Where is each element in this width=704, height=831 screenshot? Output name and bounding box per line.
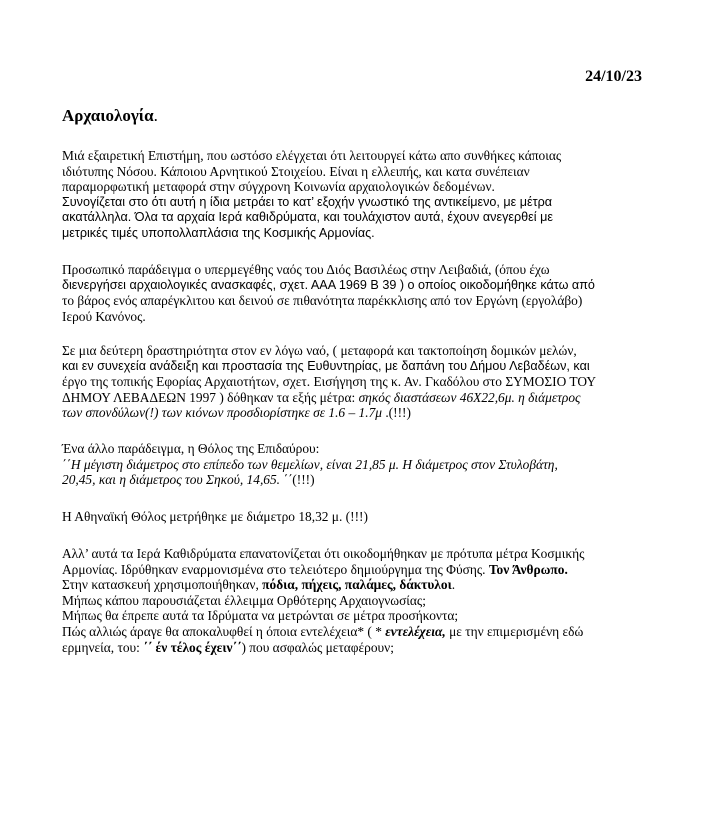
paragraph-line: ακατάλληλα. Όλα τα αρχαία Ιερά καθιδρύματα, και τουλάχιστον αυτά, έχουν ανεγερθεί με bbox=[62, 210, 553, 225]
paragraph-line bbox=[62, 405, 662, 421]
paragraph-line: Σε μια δεύτερη δραστηριότητα στον εν λόγω ναό, ( μεταφορά και τακτοποίηση δομικών μελών, bbox=[62, 343, 577, 358]
paragraph-line: ΄΄Η μέγιστη διάμετρος στο επίπεδο των θεμελίων, είναι 21,85 μ. Η διάμετρος στον Στυλοβάτη, bbox=[62, 456, 558, 472]
text-run: Αρμονίας. Ιδρύθηκαν εναρμονισμένα στο τελειότερο δημιούργημα της Φύσης. bbox=[62, 561, 489, 577]
paragraph-2 bbox=[62, 262, 662, 324]
text-run: .(!!!) bbox=[381, 405, 411, 421]
text-run-italic: 20,45, και η διάμετρος του Σηκού, 14,65. ΄΄ bbox=[62, 472, 293, 488]
paragraph-line: Αλλ’ αυτά τα Ιερά Καθιδρύματα επανατονίζεται ότι οικοδομήθηκαν με πρότυπα μέτρα Κοσμικής bbox=[62, 546, 585, 561]
paragraph-line: Προσωπικό παράδειγμα ο υπερμεγέθης ναός του Διός Βασιλέως στην Λειβαδιά, (όπου έχω bbox=[62, 262, 550, 277]
paragraph-line: Μιά εξαιρετική Επιστήμη, που ωστόσο ελέγχεται ότι λειτουργεί κάτω απο συνθήκες κάποιας bbox=[62, 148, 562, 163]
paragraph-3 bbox=[62, 343, 662, 421]
paragraph-5 bbox=[62, 509, 662, 525]
paragraph-line: Μήπως κάπου παρουσιάζεται έλλειμμα Ορθότερης Αρχαιογνωσίας; bbox=[62, 592, 426, 608]
paragraph-line: Η Αθηναϊκή Θόλος μετρήθηκε με διάμετρο 18,32 μ. (!!!) bbox=[62, 509, 368, 524]
paragraph-line bbox=[62, 640, 662, 656]
paragraph-line: το βάρος ενός απαρέγκλιτου και δεινού σε πιθανότητα παρέκκλισης από τον Εργώνη (εργολάβο) bbox=[62, 293, 583, 309]
text-run: ) που ασφαλώς μεταφέρουν; bbox=[241, 639, 394, 655]
paragraph-line bbox=[62, 562, 662, 578]
paragraph-line: έργο της τοπικής Εφορίας Αρχαιοτήτων, σχετ. Εισήγηση της κ. Αν. Γκαδόλου στο ΣΥΜΟΣΙΟ ΤΟΥ bbox=[62, 374, 596, 390]
text-run: Πώς αλλιώς άραγε θα αποκαλυφθεί η όποια εντελέχεια* ( * bbox=[62, 623, 386, 639]
title-text: Αρχαιολογία bbox=[62, 106, 154, 125]
text-run: (!!!) bbox=[292, 472, 315, 488]
paragraph-line: Μήπως θα έπρεπε αυτά τα Ιδρύματα να μετρώνται σε μέτρα προσήκοντα; bbox=[62, 608, 459, 624]
paragraph-line: παραμορφωτική μεταφορά στην σύγχρονη Κοινωνία αρχαιολογικών δεδομένων. bbox=[62, 179, 495, 195]
text-run: ερμηνεία, του: bbox=[62, 639, 144, 655]
paragraph-line: και εν συνεχεία ανάδειξη και προστασία της Ευθυντηρίας, με δαπάνη του Δήμου Λεβαδέων, και bbox=[62, 358, 590, 373]
paragraph-line: διενεργήσει αρχαιολογικές ανασκαφές, σχετ. ΑΑΑ 1969 Β 39 ) ο οποίος οικοδομήθηκε κάτω από bbox=[62, 277, 595, 292]
paragraph-line bbox=[62, 472, 662, 488]
paragraph-line: Ιερού Κανόνος. bbox=[62, 308, 146, 324]
paragraph-1 bbox=[62, 148, 662, 242]
paragraph-line bbox=[62, 390, 662, 406]
document-title bbox=[62, 106, 158, 126]
paragraph-6 bbox=[62, 546, 662, 655]
paragraph-line: Συνογίζεται στο ότι αυτή η ίδια μετράει το κατ’ εξοχήν γνωστικό της αντικείμενο, με μέτρα bbox=[62, 194, 553, 209]
paragraph-4 bbox=[62, 441, 662, 488]
text-run-italic: των σπονδύλων(!) των κιόνων προσδιορίστηκε σε 1.6 – 1.7μ bbox=[62, 405, 382, 421]
paragraph-line: ιδιότυπης Νόσου. Κάποιου Αρνητικού Στοιχείου. Είναι η ελλειπής, και κατα συνέπειαν bbox=[62, 163, 530, 179]
paragraph-line: μετρικές τιμές υποπολλαπλάσια της Κοσμικής Αρμονίας. bbox=[62, 225, 375, 240]
text-run: ΔΗΜΟΥ ΛΕΒΑΔΕΩΝ 1997 ) δόθηκαν τα εξής μέτρα: bbox=[62, 389, 359, 405]
text-run: με την επιμερισμένη εδώ bbox=[445, 623, 584, 639]
text-run-bold: ΄΄ έν τέλος έχειν΄΄ bbox=[143, 639, 242, 655]
paragraph-line bbox=[62, 577, 662, 593]
text-run-bold: Τον Άνθρωπο. bbox=[488, 561, 568, 577]
text-run: Στην κατασκευή χρησιμοποιήθηκαν, bbox=[62, 577, 263, 593]
paragraph-line bbox=[62, 624, 662, 640]
paragraph-line: Ένα άλλο παράδειγμα, η Θόλος της Επιδαύρου: bbox=[62, 441, 320, 456]
text-run-bold-italic: εντελέχεια, bbox=[385, 623, 446, 639]
text-run-bold: πόδια, πήχεις, παλάμες, δάκτυλοι bbox=[262, 577, 452, 593]
text-run: . bbox=[451, 577, 456, 593]
document-date: 24/10/23 bbox=[585, 68, 642, 85]
title-period: . bbox=[153, 106, 158, 125]
text-run-italic: σηκός διαστάσεων 46Χ22,6μ. η διάμετρος bbox=[358, 389, 581, 405]
